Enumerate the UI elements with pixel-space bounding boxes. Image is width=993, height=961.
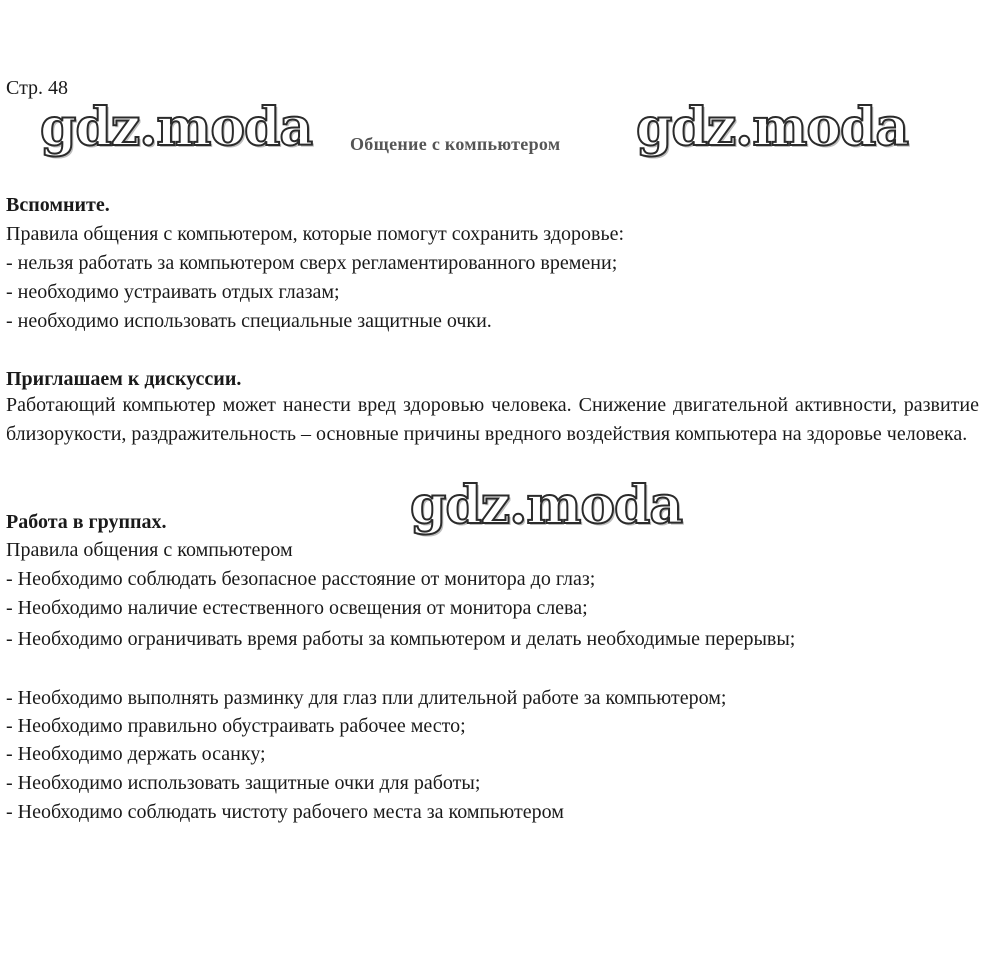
page-title: Общение с компьютером xyxy=(350,134,561,154)
list-item: - Необходимо использовать защитные очки для работы; xyxy=(6,772,481,794)
list-item: - Необходимо соблюдать безопасное расстояние от монитора до глаз; xyxy=(6,568,596,590)
watermark-logo: gdz.moda xyxy=(636,97,909,158)
section-heading-groups: Работа в группах. xyxy=(6,511,167,533)
section-heading-remember: Вспомните. xyxy=(6,194,110,216)
list-item: - необходимо устраивать отдых глазам; xyxy=(6,281,340,303)
list-item: - необходимо использовать специальные защитные очки. xyxy=(6,310,492,332)
list-item: - Необходимо правильно обустраивать рабочее место; xyxy=(6,715,466,737)
list-item: - Необходимо наличие естественного освещения от монитора слева; xyxy=(6,597,588,619)
section-intro: Правила общения с компьютером, которые помогут сохранить здоровье: xyxy=(6,223,625,245)
list-item: - Необходимо выполнять разминку для глаз пли длительной работе за компьютером; xyxy=(6,687,727,709)
section-intro: Правила общения с компьютером xyxy=(6,539,293,561)
list-item: - Необходимо держать осанку; xyxy=(6,743,266,765)
watermark-logo: gdz.moda xyxy=(40,97,313,158)
list-item: - Необходимо ограничивать время работы за компьютером и делать необходимые перерывы; xyxy=(6,628,796,650)
section-heading-discussion: Приглашаем к дискуссии. xyxy=(6,368,242,390)
list-item: - нельзя работать за компьютером сверх регламентированного времени; xyxy=(6,252,618,274)
discussion-paragraph: Работающий компьютер может нанести вред здоровью человека. Снижение двигательной активности, развитие близорукости, раздражительность – основные причины вредного воздействия компьютера на здоровье человека. xyxy=(6,394,979,445)
watermark-logo: gdz.moda xyxy=(410,475,683,536)
page-number: Стр. 48 xyxy=(6,77,69,99)
list-item: - Необходимо соблюдать чистоту рабочего места за компьютером xyxy=(6,801,564,823)
